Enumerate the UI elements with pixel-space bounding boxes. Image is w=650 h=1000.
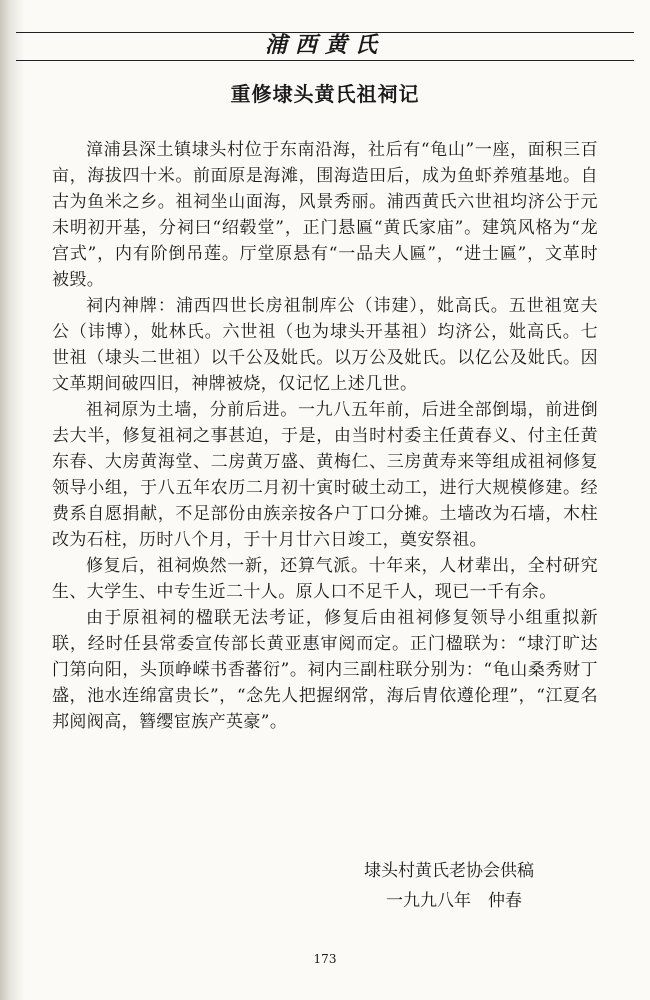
article-title: 重修埭头黄氏祖祠记 [230,82,420,106]
header-rule-bottom [16,60,634,61]
paragraph-restoration: 祖祠原为土墙，分前后进。一九八五年前，后进全部倒塌，前进倒去大半，修复祖祠之事甚迫，于是，由当时村委主任黄春义、付主任黄东春、大房黄海堂、二房黄万盛、黄梅仁、三房黄寿来等组成祖祠修复领导小组，于八五年农历二月初十寅时破土动工，进行大规模修建。经费系自愿捐献，不足部份由族亲按各户丁口分摊。土墙改为石墙，木柱改为石柱，历时八个月，于十月廿六日竣工，奠安祭祖。 [52,400,598,550]
scan-shadow-edge [0,0,24,1000]
signature-date: 一九九八年 仲春 [386,891,522,911]
paragraph-location: 漳浦县深土镇埭头村位于东南沿海，社后有“龟山”一座，面积三百亩，海拔四十米。前面原是海滩，围海造田后，成为鱼虾养殖基地。自古为鱼米之乡。祖祠坐山面海，风景秀丽。浦西黄氏六世祖均济公于元未明初开基，分祠曰“绍毂堂”，正门悬匾“黄氏家庙”。建筑风格为“龙宫式”，内有阶倒吊莲。厅堂原悬有“一品夫人匾”，“进士匾”，文革时被毁。 [52,140,598,290]
signature-organization: 埭头村黄氏老协会供稿 [364,861,534,881]
paragraph-couplets: 由于原祖祠的楹联无法考证，修复后由祖祠修复领导小组重拟新联，经时任县常委宣传部长黄亚惠审阅而定。正门楹联为：“埭汀旷达门第向阳，头顶峥嵘书香蕃衍”。祠内三副柱联分别为：“龟山桑秀财丁盛，池水连绵富贵长”，“念先人把握纲常，海后胄依遵伦理”，“江夏名邦阅阀高，簪缨宦族产英豪”。 [52,608,598,732]
signature-block [364,856,614,916]
header-title: 浦西黄氏 [236,34,414,58]
running-header [16,28,634,64]
paragraph-ancestral-tablets: 祠内神牌：浦西四世长房祖制库公（讳建），妣高氏。五世祖宽夫公（讳博），妣林氏。六世祖（也为埭头开基祖）均济公，妣高氏。七世祖（埭头二世祖）以千公及妣氏。以万公及妣氏。以亿公及妣氏。因文革期间破四旧，神牌被烧，仅记忆上述几世。 [52,296,598,394]
article-body [52,137,598,735]
paragraph-after-restoration: 修复后，祖祠焕然一新，还算气派。十年来，人材辈出，全村研究生、大学生、中专生近二十人。原人口不足千人，现已一千有余。 [52,556,598,602]
page-number: 173 [313,952,337,966]
